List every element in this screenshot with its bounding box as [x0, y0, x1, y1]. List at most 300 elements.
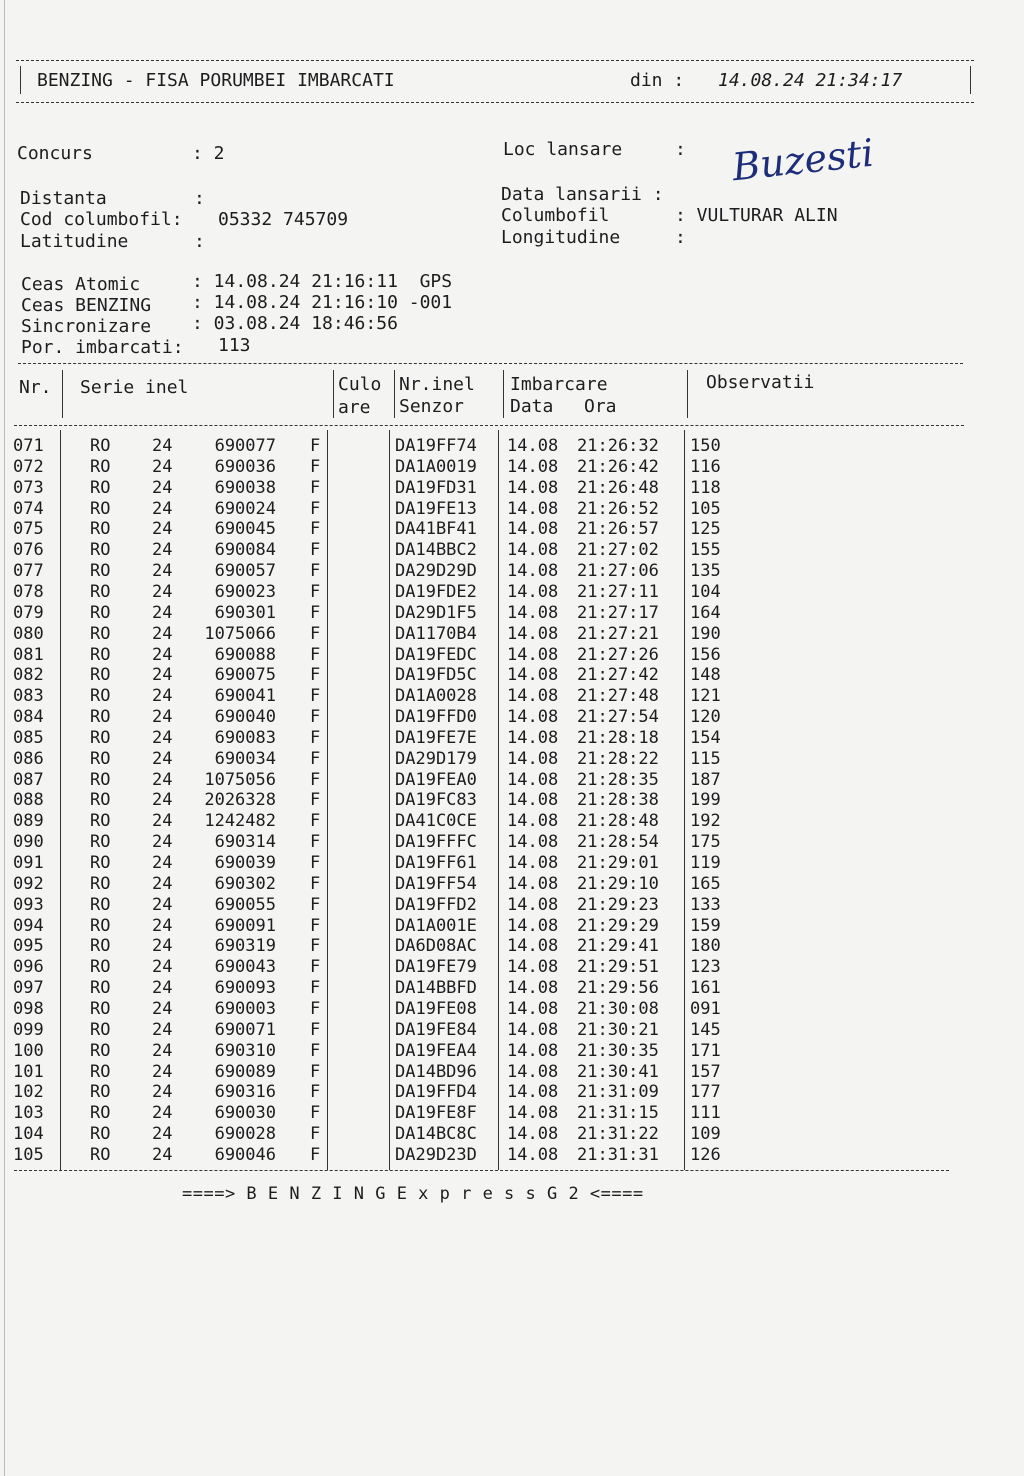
row-sensor: DA14BBFD	[395, 978, 477, 999]
row-ring: 1075066	[204, 623, 276, 644]
row-sex: F	[310, 1124, 321, 1145]
row-sensor: DA19FE13	[395, 498, 477, 519]
row-nr: 072	[13, 456, 44, 477]
row-date: 14.08	[507, 1061, 559, 1082]
row-nr: 105	[13, 1144, 44, 1165]
row-date: 14.08	[507, 811, 559, 832]
row-sensor: DA19FF54	[395, 873, 477, 894]
row-sex: F	[310, 873, 321, 894]
row-ring: 690003	[214, 998, 276, 1019]
row-year: 24	[152, 1061, 173, 1082]
page-left-edge	[4, 0, 5, 1476]
table-row	[0, 1082, 1024, 1103]
row-time: 21:26:57	[577, 519, 659, 540]
row-sex: F	[310, 853, 321, 873]
cod-columbofil-label: Cod columbofil:	[20, 209, 183, 230]
table-row	[0, 749, 1024, 770]
row-sensor: DA19FF74	[395, 436, 477, 456]
row-sensor: DA19FFFC	[395, 832, 477, 853]
row-date: 14.08	[507, 519, 559, 540]
col-header-observatii: Observatii	[706, 372, 815, 393]
row-sex: F	[310, 1061, 321, 1082]
row-sensor: DA19FE08	[395, 998, 477, 1019]
row-sensor: DA19FEDC	[395, 644, 477, 665]
col-divider-serie	[333, 370, 334, 418]
row-country: RO	[90, 519, 111, 540]
row-nr: 086	[13, 748, 44, 769]
row-ring: 690077	[214, 436, 276, 456]
loc-lansare-value: :	[675, 139, 686, 160]
row-year: 24	[152, 477, 173, 498]
row-sensor: DA14BC8C	[395, 1124, 477, 1145]
row-year: 24	[152, 1019, 173, 1040]
table-row	[0, 1041, 1024, 1062]
row-sex: F	[310, 1082, 321, 1103]
row-sensor: DA6D08AC	[395, 936, 477, 957]
table-row	[0, 1103, 1024, 1124]
row-date: 14.08	[507, 498, 559, 519]
row-nr: 080	[13, 623, 44, 644]
row-time: 21:29:10	[577, 873, 659, 894]
row-date: 14.08	[507, 1040, 559, 1061]
row-obs: 192	[690, 811, 721, 832]
row-sensor: DA19FE7E	[395, 727, 477, 748]
table-row	[0, 707, 1024, 728]
concurs-label: Concurs	[17, 143, 93, 164]
row-sex: F	[310, 978, 321, 999]
row-sensor: DA29D29D	[395, 561, 477, 582]
table-row	[0, 1062, 1024, 1083]
row-nr: 097	[13, 978, 44, 999]
row-country: RO	[90, 727, 111, 748]
row-year: 24	[152, 686, 173, 707]
row-ring: 690030	[214, 1103, 276, 1124]
table-row	[0, 457, 1024, 478]
row-obs: 118	[690, 477, 721, 498]
row-nr: 082	[13, 665, 44, 686]
row-country: RO	[90, 581, 111, 602]
row-date: 14.08	[507, 456, 559, 477]
row-obs: 180	[690, 936, 721, 957]
row-time: 21:27:21	[577, 623, 659, 644]
row-time: 21:30:35	[577, 1040, 659, 1061]
row-sex: F	[310, 915, 321, 936]
row-nr: 096	[13, 957, 44, 978]
row-sex: F	[310, 811, 321, 832]
row-time: 21:31:15	[577, 1103, 659, 1124]
row-ring: 690036	[214, 456, 276, 477]
row-year: 24	[152, 873, 173, 894]
row-time: 21:27:11	[577, 581, 659, 602]
row-country: RO	[90, 790, 111, 811]
row-time: 21:27:02	[577, 540, 659, 561]
row-year: 24	[152, 644, 173, 665]
row-ring: 690084	[214, 540, 276, 561]
row-country: RO	[90, 873, 111, 894]
row-ring: 690083	[214, 727, 276, 748]
row-sensor: DA19FC83	[395, 790, 477, 811]
row-nr: 078	[13, 581, 44, 602]
row-ring: 690301	[214, 602, 276, 623]
row-year: 24	[152, 978, 173, 999]
table-row	[0, 1124, 1024, 1145]
row-nr: 085	[13, 727, 44, 748]
row-country: RO	[90, 644, 111, 665]
row-ring: 690028	[214, 1124, 276, 1145]
row-time: 21:27:17	[577, 602, 659, 623]
row-obs: 125	[690, 519, 721, 540]
row-time: 21:27:42	[577, 665, 659, 686]
table-row	[0, 540, 1024, 561]
row-country: RO	[90, 498, 111, 519]
row-country: RO	[90, 1061, 111, 1082]
row-ring: 690093	[214, 978, 276, 999]
table-row	[0, 957, 1024, 978]
row-country: RO	[90, 978, 111, 999]
row-ring: 690046	[214, 1144, 276, 1165]
row-sensor: DA41C0CE	[395, 811, 477, 832]
row-country: RO	[90, 1144, 111, 1165]
table-row	[0, 665, 1024, 686]
row-year: 24	[152, 561, 173, 582]
table-row	[0, 1145, 1024, 1166]
col-header-culo: Culo	[338, 374, 382, 395]
row-nr: 092	[13, 873, 44, 894]
row-sensor: DA19FEA4	[395, 1040, 477, 1061]
row-nr: 100	[13, 1040, 44, 1061]
row-date: 14.08	[507, 1103, 559, 1124]
por-imbarcati-label: Por. imbarcati:	[21, 337, 184, 358]
row-year: 24	[152, 456, 173, 477]
ceas-atomic-label: Ceas Atomic	[21, 274, 141, 295]
row-obs: 199	[690, 790, 721, 811]
row-country: RO	[90, 1124, 111, 1145]
row-sex: F	[310, 957, 321, 978]
row-obs: 120	[690, 707, 721, 728]
row-sex: F	[310, 665, 321, 686]
col-divider-imbarcare	[687, 370, 688, 418]
row-nr: 071	[13, 436, 44, 456]
data-lansarii-label: Data lansarii :	[501, 184, 664, 205]
row-year: 24	[152, 853, 173, 873]
table-row	[0, 436, 1024, 457]
row-time: 21:27:48	[577, 686, 659, 707]
table-row	[0, 790, 1024, 811]
row-sex: F	[310, 1144, 321, 1165]
row-sex: F	[310, 581, 321, 602]
row-sex: F	[310, 894, 321, 915]
row-ring: 690302	[214, 873, 276, 894]
table-row	[0, 916, 1024, 937]
row-obs: 109	[690, 1124, 721, 1145]
row-obs: 133	[690, 894, 721, 915]
row-sensor: DA19FFD4	[395, 1082, 477, 1103]
row-year: 24	[152, 894, 173, 915]
row-sex: F	[310, 1103, 321, 1124]
row-time: 21:30:41	[577, 1061, 659, 1082]
row-date: 14.08	[507, 1019, 559, 1040]
row-year: 24	[152, 936, 173, 957]
table-row	[0, 645, 1024, 666]
columbofil-label: Columbofil	[501, 205, 610, 226]
row-time: 21:29:51	[577, 957, 659, 978]
row-year: 24	[152, 1040, 173, 1061]
col-divider-culo	[394, 370, 395, 418]
row-country: RO	[90, 998, 111, 1019]
row-year: 24	[152, 748, 173, 769]
row-sensor: DA1A0019	[395, 456, 477, 477]
col-header-are: are	[338, 397, 371, 418]
row-sex: F	[310, 602, 321, 623]
row-country: RO	[90, 957, 111, 978]
row-sensor: DA1170B4	[395, 623, 477, 644]
row-time: 21:26:48	[577, 477, 659, 498]
row-obs: 156	[690, 644, 721, 665]
row-time: 21:29:23	[577, 894, 659, 915]
row-ring: 690057	[214, 561, 276, 582]
row-time: 21:29:29	[577, 915, 659, 936]
row-date: 14.08	[507, 853, 559, 873]
row-ring: 690089	[214, 1061, 276, 1082]
row-sensor: DA19FD31	[395, 477, 477, 498]
latitudine-value: :	[194, 231, 205, 252]
header-bottom-border	[16, 102, 974, 103]
table-header-top-border	[18, 363, 963, 364]
row-ring: 690075	[214, 665, 276, 686]
row-date: 14.08	[507, 978, 559, 999]
row-nr: 099	[13, 1019, 44, 1040]
row-date: 14.08	[507, 915, 559, 936]
columbofil-value: : VULTURAR ALIN	[675, 205, 838, 226]
row-obs: 175	[690, 832, 721, 853]
row-date: 14.08	[507, 665, 559, 686]
row-year: 24	[152, 769, 173, 790]
row-time: 21:29:56	[577, 978, 659, 999]
row-date: 14.08	[507, 936, 559, 957]
row-sensor: DA29D1F5	[395, 602, 477, 623]
row-sex: F	[310, 561, 321, 582]
loc-lansare-label: Loc lansare	[503, 139, 623, 160]
row-date: 14.08	[507, 1082, 559, 1103]
row-sex: F	[310, 477, 321, 498]
row-sensor: DA1A001E	[395, 915, 477, 936]
table-row	[0, 770, 1024, 791]
row-sensor: DA19FEA0	[395, 769, 477, 790]
row-nr: 079	[13, 602, 44, 623]
row-obs: 154	[690, 727, 721, 748]
row-sex: F	[310, 748, 321, 769]
row-obs: 161	[690, 978, 721, 999]
row-obs: 187	[690, 769, 721, 790]
row-ring: 690319	[214, 936, 276, 957]
longitudine-value: :	[675, 227, 686, 248]
row-nr: 073	[13, 477, 44, 498]
por-imbarcati-value: 113	[218, 335, 251, 356]
row-time: 21:27:54	[577, 707, 659, 728]
row-time: 21:28:48	[577, 811, 659, 832]
row-obs: 190	[690, 623, 721, 644]
row-country: RO	[90, 853, 111, 873]
row-sex: F	[310, 769, 321, 790]
row-country: RO	[90, 456, 111, 477]
row-obs: 091	[690, 998, 721, 1019]
row-time: 21:28:54	[577, 832, 659, 853]
header-title: BENZING - FISA PORUMBEI IMBARCATI	[37, 70, 395, 91]
row-sensor: DA41BF41	[395, 519, 477, 540]
row-time: 21:30:08	[577, 998, 659, 1019]
table-row	[0, 686, 1024, 707]
row-ring: 690071	[214, 1019, 276, 1040]
ceas-benzing-value: : 14.08.24 21:16:10 -001	[192, 292, 453, 313]
row-ring: 690310	[214, 1040, 276, 1061]
table-row	[0, 936, 1024, 957]
row-year: 24	[152, 1103, 173, 1124]
row-sensor: DA14BBC2	[395, 540, 477, 561]
row-country: RO	[90, 811, 111, 832]
row-sex: F	[310, 707, 321, 728]
row-date: 14.08	[507, 790, 559, 811]
row-country: RO	[90, 602, 111, 623]
row-year: 24	[152, 998, 173, 1019]
row-nr: 075	[13, 519, 44, 540]
row-sex: F	[310, 1040, 321, 1061]
row-ring: 2026328	[204, 790, 276, 811]
row-time: 21:29:41	[577, 936, 659, 957]
row-nr: 102	[13, 1082, 44, 1103]
row-time: 21:28:22	[577, 748, 659, 769]
row-time: 21:28:38	[577, 790, 659, 811]
row-ring: 690091	[214, 915, 276, 936]
row-nr: 104	[13, 1124, 44, 1145]
row-sex: F	[310, 456, 321, 477]
col-header-ora: Ora	[584, 396, 617, 417]
row-year: 24	[152, 1144, 173, 1165]
row-time: 21:28:18	[577, 727, 659, 748]
row-sex: F	[310, 727, 321, 748]
row-country: RO	[90, 1019, 111, 1040]
row-country: RO	[90, 540, 111, 561]
row-obs: 157	[690, 1061, 721, 1082]
row-date: 14.08	[507, 623, 559, 644]
row-date: 14.08	[507, 644, 559, 665]
row-country: RO	[90, 686, 111, 707]
row-year: 24	[152, 665, 173, 686]
row-date: 14.08	[507, 957, 559, 978]
row-sensor: DA1A0028	[395, 686, 477, 707]
row-country: RO	[90, 894, 111, 915]
col-header-imbarcare: Imbarcare	[510, 374, 608, 395]
loc-lansare-handwritten: Buzesti	[730, 130, 876, 190]
row-date: 14.08	[507, 540, 559, 561]
table-row	[0, 728, 1024, 749]
row-country: RO	[90, 477, 111, 498]
row-date: 14.08	[507, 1124, 559, 1145]
row-nr: 094	[13, 915, 44, 936]
row-year: 24	[152, 581, 173, 602]
header-date-value: 14.08.24 21:34:17	[718, 70, 903, 91]
col-divider-nr	[62, 370, 63, 418]
distanta-label: Distanta	[20, 188, 107, 209]
row-obs: 121	[690, 686, 721, 707]
longitudine-label: Longitudine	[501, 227, 621, 248]
row-ring: 690039	[214, 853, 276, 873]
row-nr: 084	[13, 707, 44, 728]
row-sex: F	[310, 498, 321, 519]
concurs-value: : 2	[192, 143, 225, 164]
row-date: 14.08	[507, 707, 559, 728]
row-sensor: DA19FDE2	[395, 581, 477, 602]
row-obs: 126	[690, 1144, 721, 1165]
row-date: 14.08	[507, 561, 559, 582]
col-header-serie: Serie inel	[80, 377, 189, 398]
row-year: 24	[152, 436, 173, 456]
header-right-border	[970, 66, 971, 94]
table-row	[0, 978, 1024, 999]
col-header-nrinel: Nr.inel	[399, 374, 475, 395]
row-nr: 083	[13, 686, 44, 707]
row-date: 14.08	[507, 686, 559, 707]
ceas-benzing-label: Ceas BENZING	[21, 295, 152, 316]
table-row	[0, 853, 1024, 874]
row-sensor: DA14BD96	[395, 1061, 477, 1082]
row-ring: 690023	[214, 581, 276, 602]
row-sex: F	[310, 1019, 321, 1040]
row-sex: F	[310, 686, 321, 707]
row-country: RO	[90, 561, 111, 582]
row-obs: 116	[690, 456, 721, 477]
row-sensor: DA29D179	[395, 748, 477, 769]
row-date: 14.08	[507, 769, 559, 790]
distanta-value: :	[194, 188, 205, 209]
row-obs: 159	[690, 915, 721, 936]
row-nr: 076	[13, 540, 44, 561]
row-nr: 098	[13, 998, 44, 1019]
row-sensor: DA19FE79	[395, 957, 477, 978]
row-year: 24	[152, 957, 173, 978]
row-nr: 089	[13, 811, 44, 832]
row-date: 14.08	[507, 1144, 559, 1165]
footer-banner: ====> B E N Z I N G E x p r e s s G 2 <====	[182, 1184, 644, 1204]
row-nr: 088	[13, 790, 44, 811]
row-date: 14.08	[507, 727, 559, 748]
row-ring: 690043	[214, 957, 276, 978]
row-obs: 135	[690, 561, 721, 582]
row-sensor: DA19FE84	[395, 1019, 477, 1040]
row-sex: F	[310, 436, 321, 456]
row-time: 21:26:52	[577, 498, 659, 519]
header-top-border	[16, 60, 974, 61]
table-row	[0, 519, 1024, 540]
row-date: 14.08	[507, 998, 559, 1019]
header-date-label: din :	[630, 70, 685, 91]
row-ring: 690316	[214, 1082, 276, 1103]
col-header-data: Data	[510, 396, 554, 417]
row-date: 14.08	[507, 873, 559, 894]
latitudine-label: Latitudine	[20, 231, 129, 252]
row-obs: 164	[690, 602, 721, 623]
row-time: 21:31:31	[577, 1144, 659, 1165]
row-obs: 145	[690, 1019, 721, 1040]
row-ring: 1242482	[204, 811, 276, 832]
row-year: 24	[152, 790, 173, 811]
row-sex: F	[310, 832, 321, 853]
row-nr: 095	[13, 936, 44, 957]
row-time: 21:31:09	[577, 1082, 659, 1103]
row-country: RO	[90, 1040, 111, 1061]
row-obs: 104	[690, 581, 721, 602]
table-header-bottom-border	[14, 425, 964, 426]
row-year: 24	[152, 602, 173, 623]
